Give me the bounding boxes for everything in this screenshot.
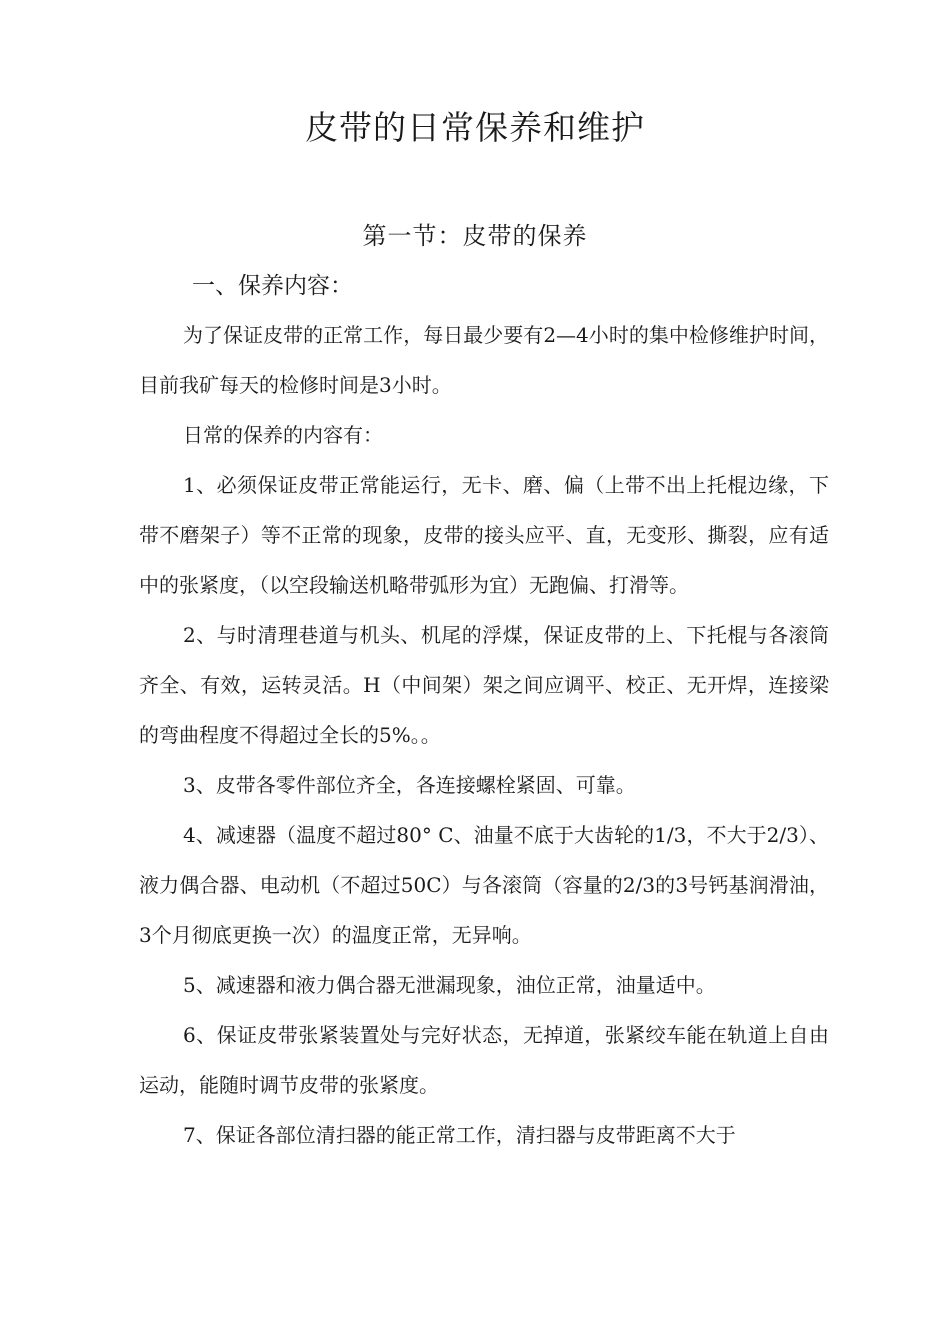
paragraph-list-intro: 日常的保养的内容有： (183, 423, 383, 447)
paragraph-item-1: 1、必须保证皮带正常能运行，无卡、磨、偏（上带不出上托棍边缘，下带不磨架子）等不正常的现象，皮带的接头应平、直，无变形、撕裂，应有适中的张紧度，（以空段输送机略带弧形为宜）无跑偏、打滑等。 (139, 473, 829, 597)
paragraph-item-3: 3、皮带各零件部位齐全，各连接螺栓紧固、可靠。 (183, 773, 636, 797)
section-title: 第一节：皮带的保养 (362, 222, 588, 250)
paragraph-item-5: 5、减速器和液力偶合器无泄漏现象，油位正常，油量适中。 (183, 973, 716, 997)
paragraph-item-6: 6、保证皮带张紧装置处与完好状态，无掉道，张紧绞车能在轨道上自由运动，能随时调节皮带的张紧度。 (139, 1023, 829, 1097)
subheading: 一、保养内容： (192, 273, 353, 299)
paragraph-item-4: 4、减速器（温度不超过80° C、油量不底于大齿轮的1/3，不大于2/3）、液力偶合器、电动机（不超过50C）与各滚筒（容量的2/3的3号钙基润滑油，3个月彻底更换一次）的温度正常，无异响。 (139, 823, 829, 947)
paragraph-intro: 为了保证皮带的正常工作，每日最少要有2—4小时的集中检修维护时间，目前我矿每天的检修时间是3小时。 (139, 323, 829, 397)
paragraph-item-7: 7、保证各部位清扫器的能正常工作，清扫器与皮带距离不大于 (183, 1123, 736, 1147)
document-title: 皮带的日常保养和维护 (305, 108, 645, 147)
document-body (139, 310, 829, 1160)
paragraph-item-2: 2、与时清理巷道与机头、机尾的浮煤，保证皮带的上、下托棍与各滚筒齐全、有效，运转灵活。H（中间架）架之间应调平、校正、无开焊，连接梁的弯曲程度不得超过全长的5%。。 (139, 623, 829, 747)
